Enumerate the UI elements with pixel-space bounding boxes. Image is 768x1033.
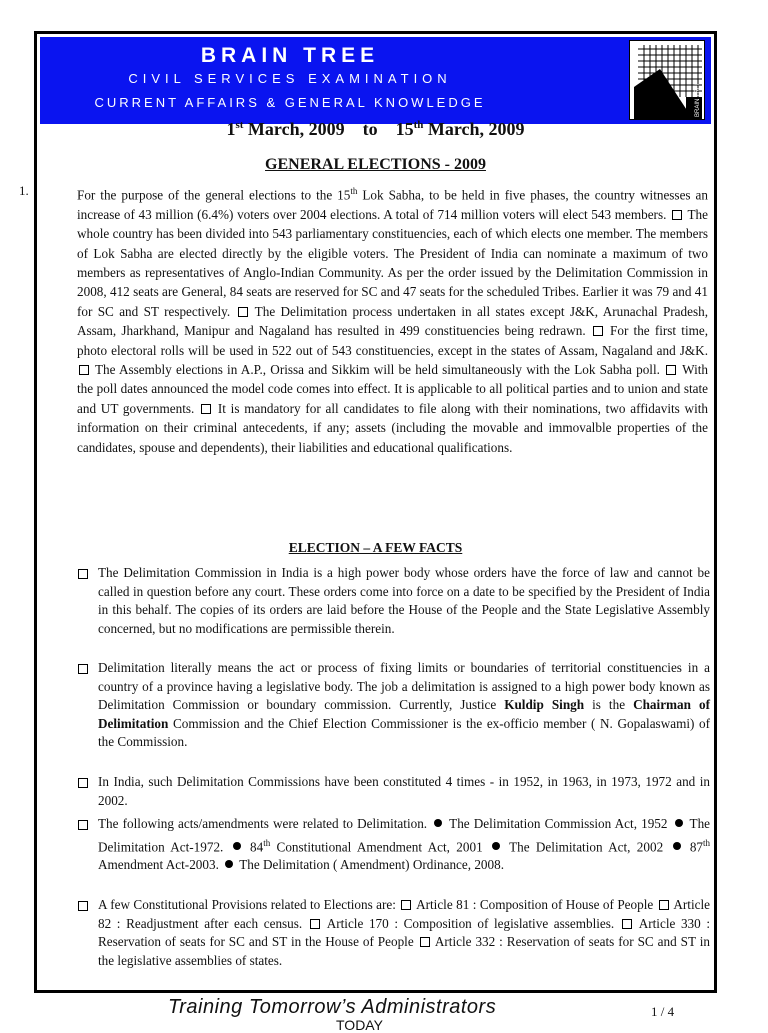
bullet-box-icon — [420, 937, 430, 947]
brain-tree-logo — [629, 40, 705, 120]
fact-item: A few Constitutional Provisions related to Elections are: Article 81 : Composition of House of People Article 82 : Readjustment after each census. Article 170 : Composition of legislative assemblies. Article 330 : Reservation of seats for SC and ST in the House of People Article 332 : Reservation of seats for SC and ST in the legislative assemblies of states. — [78, 896, 710, 970]
checkbox-bullet-icon — [78, 664, 88, 674]
facts-title: ELECTION – A FEW FACTS — [288, 540, 463, 555]
footer-tagline-today: TODAY — [336, 1017, 383, 1033]
checkbox-bullet-icon — [78, 901, 88, 911]
checkbox-bullet-icon — [78, 569, 88, 579]
bullet-box-icon — [201, 404, 211, 414]
paragraph-general-elections: For the purpose of the general elections to the 15th Lok Sabha, to be held in five phases, the country witnesses an increase of 43 million (6.4%) voters over 2004 elections. A total of 714 million voters will elect 543 members. The whole country has been divided into 543 parliamentary constituencies, each of which elects one member. The members of Lok Sabha are elected directly by the eligible voters. The President of India can nominate a maximum of two members as representatives of Anglo-Indian Community. As per the order issued by the Delimitation Commission in 2008, 412 seats are General, 84 seats are reserved for SC and 47 seats for the scheduled Tribes. Earlier it was 79 and 41 for SC and ST respectively. The Delimitation process undertaken in all states except J&K, Arunachal Pradesh, Assam, Jharkhand, Manipur and Nagaland has resulted in 499 constituencies being redrawn. For the first time, photo electoral rolls will be used in 522 out of 543 constituencies, except in the states of Assam, Nagaland and J&K. The Assembly elections in A.P., Orissa and Sikkim will be held simultaneously with the Lok Sabha poll. With the poll dates announced the model code comes into effect. It is applicable to all political parties and to union and state and UT governments. It is mandatory for all candidates to file along with their nominations, two affidavits with information on their criminal antecedents, if any; assets (including the movable and immovalble properties of the candidates, spouse and dependents), their liabilities and educational qualifications. — [77, 186, 709, 455]
section-title: GENERAL ELECTIONS - 2009 — [265, 156, 486, 173]
bullet-box-icon — [622, 919, 632, 929]
brand-title: BRAIN TREE — [200, 44, 380, 67]
bullet-box-icon — [659, 900, 669, 910]
bullet-dot-icon — [675, 819, 683, 827]
bullet-box-icon — [672, 210, 682, 220]
header-subtitle-topic: CURRENT AFFAIRS & GENERAL KNOWLEDGE — [94, 95, 486, 110]
bullet-dot-icon — [492, 842, 500, 850]
svg-text:BRAIN TREE: BRAIN TREE — [695, 81, 701, 117]
fact-item: In India, such Delimitation Commissions have been constituted 4 times - in 1952, in 1963, in 1973, 1972 and in 2002. — [78, 773, 710, 810]
bullet-dot-icon — [434, 819, 442, 827]
bullet-box-icon — [401, 900, 411, 910]
header-banner — [40, 37, 711, 124]
bullet-box-icon — [593, 326, 603, 336]
bullet-box-icon — [666, 365, 676, 375]
checkbox-bullet-icon — [78, 820, 88, 830]
bullet-box-icon — [310, 919, 320, 929]
bullet-dot-icon — [233, 842, 241, 850]
bullet-box-icon — [238, 307, 248, 317]
fact-item: The Delimitation Commission in India is a high power body whose orders have the force of law and cannot be called in question before any court. These orders come into force on a date to be specified by the President of India in this behalf. The copies of its orders are laid before the House of the People and the State Legislative Assembly concerned, but no modifications are permissible therein. — [78, 564, 710, 638]
fact-item: Delimitation literally means the act or process of fixing limits or boundaries of territorial constituencies in a country of a province having a legislative body. The job a delimitation is assigned to a high power body known as Delimitation Commission or boundary commission. Currently, Justice Kuldip Singh is the Chairman of Delimitation Commission and the Chief Election Commissioner is the ex-officio member ( N. Gopalaswami) of the Commission. — [78, 659, 710, 752]
bullet-dot-icon — [673, 842, 681, 850]
bullet-dot-icon — [225, 860, 233, 868]
checkbox-bullet-icon — [78, 778, 88, 788]
bullet-box-icon — [79, 365, 89, 375]
footer-tagline: Training Tomorrow’s Administrators — [168, 996, 497, 1018]
page-number: 1 / 4 — [651, 1004, 675, 1019]
header-subtitle-exam: CIVIL SERVICES EXAMINATION — [128, 71, 452, 86]
paragraph-number: 1. — [19, 183, 29, 198]
date-range: 1st March, 2009 to 15th March, 2009 — [226, 119, 525, 139]
fact-item: The following acts/amendments were related to Delimitation. The Delimitation Commission Act, 1952 The Delimitation Act-1972. 84th Constitutional Amendment Act, 2001 The Delimitation Act, 2002 87th Amendment Act-2003. The Delimitation ( Amendment) Ordinance, 2008. — [78, 815, 710, 875]
